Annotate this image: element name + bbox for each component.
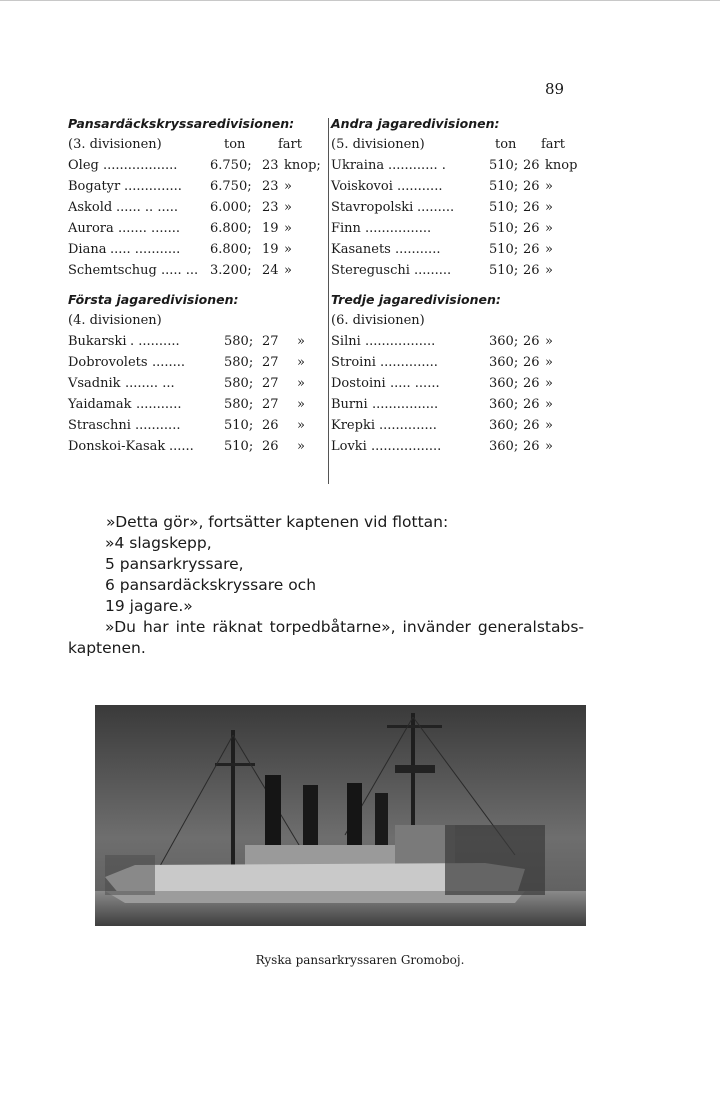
body-line: kaptenen. <box>68 639 146 657</box>
ship-row <box>331 436 581 457</box>
ship-speed: 23 <box>262 158 279 173</box>
ship-tonnage: 580; <box>224 397 254 412</box>
dot-leader: ........... <box>395 242 441 257</box>
ton-header: ton <box>224 137 246 152</box>
ship-row <box>68 239 330 260</box>
ship-tonnage: 510; <box>489 200 519 215</box>
ship-tonnage: 360; <box>489 376 519 391</box>
body-line: 19 jagare.» <box>105 597 193 615</box>
ship-speed: 27 <box>262 397 279 412</box>
ship-name: Yaidamak <box>68 397 132 412</box>
speed-unit: » <box>284 263 292 278</box>
dot-leader: .............. <box>124 179 182 194</box>
ship-tonnage: 3.200; <box>210 263 252 278</box>
ship-name: Schemtschug <box>68 263 157 278</box>
ship-tonnage: 580; <box>224 355 254 370</box>
ship-tonnage: 360; <box>489 439 519 454</box>
dot-leader: .............. <box>380 355 438 370</box>
ship-speed: 26 <box>262 418 279 433</box>
ship-speed: 26 <box>523 263 540 278</box>
ship-name: Dostoini <box>331 376 386 391</box>
division-label: (3. divisionen) <box>68 137 162 152</box>
ship-row <box>331 197 581 218</box>
right-column <box>331 114 581 457</box>
ship-row <box>331 373 581 394</box>
fart-header: fart <box>541 137 566 152</box>
section-title: Andra jagaredivisionen: <box>331 116 500 131</box>
ship-tonnage: 510; <box>489 158 519 173</box>
speed-unit: » <box>297 439 305 454</box>
ship-speed: 26 <box>523 242 540 257</box>
ship-speed: 26 <box>523 200 540 215</box>
ship-photograph <box>95 705 586 926</box>
dot-leader: ........ <box>152 355 186 370</box>
left-column <box>68 114 330 457</box>
ship-speed: 26 <box>523 334 540 349</box>
ship-row <box>68 352 330 373</box>
ship-tonnage: 6.000; <box>210 200 252 215</box>
dot-leader: ......... <box>417 200 455 215</box>
column-divider <box>328 118 329 484</box>
ship-row <box>68 197 330 218</box>
ship-name: Ukraina <box>331 158 385 173</box>
speed-unit: » <box>545 397 553 412</box>
ton-header: ton <box>495 137 517 152</box>
speed-unit: » <box>297 376 305 391</box>
ship-name: Bukarski <box>68 334 127 349</box>
dot-leader: ..... ...... <box>390 376 440 391</box>
division-label: (6. divisionen) <box>331 313 425 328</box>
fart-header: fart <box>278 137 303 152</box>
ship-tonnage: 6.800; <box>210 242 252 257</box>
ship-name: Donskoi-Kasak <box>68 439 166 454</box>
dot-leader: ................ <box>365 221 432 236</box>
ship-tonnage: 510; <box>489 242 519 257</box>
top-border <box>0 0 720 1</box>
ship-name: Diana <box>68 242 107 257</box>
ship-row <box>68 436 330 457</box>
speed-unit: » <box>297 334 305 349</box>
ship-name: Vsadnik <box>68 376 121 391</box>
speed-unit: » <box>545 376 553 391</box>
speed-unit: » <box>545 200 553 215</box>
speed-unit: » <box>284 200 292 215</box>
ship-row <box>331 239 581 260</box>
ship-speed: 23 <box>262 200 279 215</box>
dot-leader: ........... <box>136 397 182 412</box>
ship-tonnage: 510; <box>489 221 519 236</box>
speed-unit: » <box>545 418 553 433</box>
speed-unit: » <box>545 221 553 236</box>
dot-leader: . .......... <box>130 334 180 349</box>
ship-name: Straschni <box>68 418 131 433</box>
ship-name: Silni <box>331 334 361 349</box>
ship-speed: 26 <box>523 355 540 370</box>
section-title: Tredje jagaredivisionen: <box>331 292 501 307</box>
dot-leader: ............ . <box>388 158 446 173</box>
ship-tonnage: 360; <box>489 418 519 433</box>
ship-name: Lovki <box>331 439 367 454</box>
ship-tonnage: 510; <box>224 439 254 454</box>
ship-row <box>331 394 581 415</box>
ship-name: Kasanets <box>331 242 391 257</box>
speed-unit: » <box>297 418 305 433</box>
speed-unit: » <box>545 355 553 370</box>
ship-tonnage: 360; <box>489 355 519 370</box>
body-line: »4 slagskepp, <box>105 534 212 552</box>
division-header-row <box>331 310 581 331</box>
speed-unit: knop; <box>284 158 321 173</box>
ship-speed: 26 <box>523 418 540 433</box>
ship-row <box>331 415 581 436</box>
speed-unit: » <box>284 242 292 257</box>
ship-tonnage: 6.750; <box>210 179 252 194</box>
ship-row <box>331 352 581 373</box>
body-line: 5 pansarkryssare, <box>105 555 244 573</box>
speed-unit: » <box>284 221 292 236</box>
ship-row <box>68 176 330 197</box>
division-header-row <box>331 134 581 155</box>
ship-tonnage: 580; <box>224 334 254 349</box>
ship-tonnage: 6.800; <box>210 221 252 236</box>
ship-speed: 26 <box>523 179 540 194</box>
body-line: »Du har inte räknat torpedbåtarne», invänder generalstabs- <box>105 618 584 636</box>
ship-row <box>331 176 581 197</box>
section-title: Pansardäckskryssaredivisionen: <box>68 116 295 131</box>
speed-unit: » <box>545 439 553 454</box>
ship-name: Krepki <box>331 418 375 433</box>
ship-row <box>68 260 330 281</box>
dot-leader: ....... ....... <box>118 221 180 236</box>
ship-row <box>331 155 581 176</box>
dot-leader: ................. <box>371 439 442 454</box>
ship-row <box>68 415 330 436</box>
ship-speed: 27 <box>262 376 279 391</box>
ship-tonnage: 580; <box>224 376 254 391</box>
division-label: (5. divisionen) <box>331 137 425 152</box>
ship-row <box>331 218 581 239</box>
ship-row <box>331 331 581 352</box>
ship-name: Stereguschi <box>331 263 410 278</box>
ship-tonnage: 360; <box>489 397 519 412</box>
ship-tonnage: 510; <box>224 418 254 433</box>
ship-name: Bogatyr <box>68 179 121 194</box>
speed-unit: » <box>297 355 305 370</box>
ship-name: Burni <box>331 397 368 412</box>
ship-speed: 26 <box>523 376 540 391</box>
speed-unit: » <box>545 334 553 349</box>
speed-unit: » <box>545 242 553 257</box>
dot-leader: ..... ........... <box>110 242 181 257</box>
dot-leader: ......... <box>414 263 452 278</box>
ship-tonnage: 6.750; <box>210 158 252 173</box>
ship-speed: 27 <box>262 355 279 370</box>
dot-leader: ........ ... <box>125 376 175 391</box>
page-number: 89 <box>545 80 565 98</box>
ship-name: Oleg <box>68 158 99 173</box>
dot-leader: ...... .. ..... <box>116 200 178 215</box>
ship-row <box>331 260 581 281</box>
ship-speed: 27 <box>262 334 279 349</box>
body-line: 6 pansardäckskryssare och <box>105 576 317 594</box>
ship-name: Finn <box>331 221 361 236</box>
ship-speed: 26 <box>523 221 540 236</box>
division-header-row <box>68 310 330 331</box>
ship-speed: 26 <box>523 397 540 412</box>
ship-tonnage: 360; <box>489 334 519 349</box>
ship-name: Askold <box>68 200 113 215</box>
ship-tonnage: 510; <box>489 179 519 194</box>
speed-unit: » <box>284 179 292 194</box>
dot-leader: ........... <box>397 179 443 194</box>
section-title: Första jagaredivisionen: <box>68 292 239 307</box>
ship-speed: 26 <box>262 439 279 454</box>
ship-row <box>68 394 330 415</box>
ship-tonnage: 510; <box>489 263 519 278</box>
dot-leader: ...... <box>169 439 194 454</box>
ship-speed: 26 <box>523 158 540 173</box>
dot-leader: ................. <box>365 334 436 349</box>
photo-caption: Ryska pansarkryssaren Gromoboj. <box>255 953 465 967</box>
body-text <box>68 512 584 659</box>
speed-unit: knop <box>545 158 578 173</box>
ship-row <box>68 155 330 176</box>
division-header-row <box>68 134 330 155</box>
speed-unit: » <box>545 179 553 194</box>
dot-leader: ..... ... <box>161 263 199 278</box>
ship-row <box>68 218 330 239</box>
dot-leader: ........... <box>135 418 181 433</box>
speed-unit: » <box>545 263 553 278</box>
ship-row <box>68 373 330 394</box>
speed-unit: » <box>297 397 305 412</box>
ship-name: Aurora <box>68 221 114 236</box>
ship-name: Voiskovoi <box>331 179 393 194</box>
ship-speed: 26 <box>523 439 540 454</box>
body-line: »Detta gör», fortsätter kaptenen vid flottan: <box>106 513 449 531</box>
ship-speed: 23 <box>262 179 279 194</box>
ship-photograph-illustration <box>95 705 586 926</box>
dot-leader: .................. <box>103 158 178 173</box>
ship-speed: 19 <box>262 242 279 257</box>
ship-speed: 24 <box>262 263 279 278</box>
dot-leader: ................ <box>372 397 439 412</box>
ship-speed: 19 <box>262 221 279 236</box>
dot-leader: .............. <box>379 418 437 433</box>
ship-name: Stavropolski <box>331 200 414 215</box>
division-label: (4. divisionen) <box>68 313 162 328</box>
ship-name: Dobrovolets <box>68 355 148 370</box>
ship-row <box>68 331 330 352</box>
ship-name: Stroini <box>331 355 376 370</box>
